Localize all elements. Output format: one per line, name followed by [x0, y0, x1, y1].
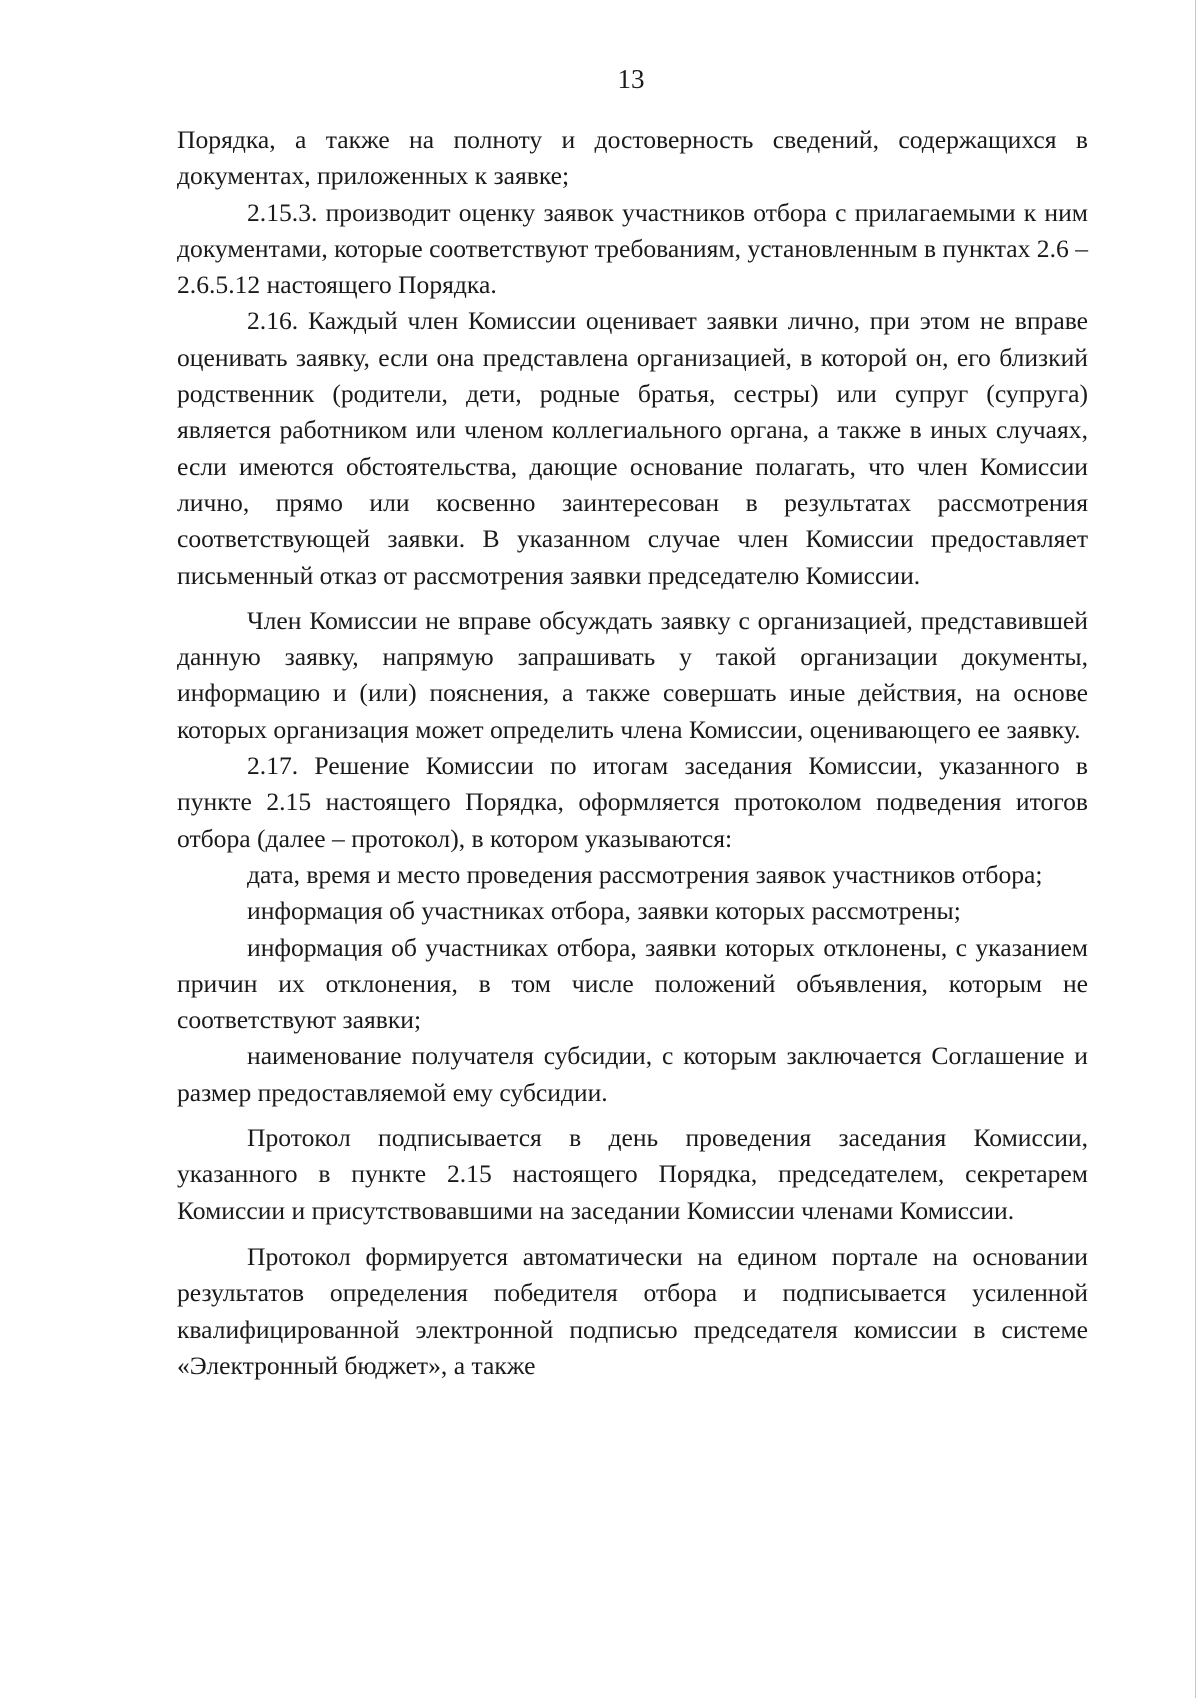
paragraph-2-16: 2.16. Каждый член Комиссии оценивает заявки лично, при этом не вправе оценивать заявку, если она представлена организацией, в которой он, его близкий родственник (родители, дети, родные братья, сестры) или супруг (супруга) является работником или членом коллегиального органа, а также в иных случаях, если имеются обстоятельства, дающие основание полагать, что член Комиссии лично, прямо или косвенно заинтересован в результатах рассмотрения соответствующей заявки. В указанном случае член Комиссии предоставляет письменный отказ от рассмотрения заявки председателю Комиссии.: [177, 306, 1088, 590]
scan-edge-line: [1195, 0, 1196, 1698]
list-item-date-time-place: дата, время и место проведения рассмотрения заявок участников отбора;: [247, 859, 1043, 889]
paragraph-2-17: 2.17. Решение Комиссии по итогам заседания Комиссии, указанного в пункте 2.15 настоящего Порядка, оформляется протоколом подведения итогов отбора (далее – протокол), в котором указываются:: [177, 751, 1088, 853]
paragraph-protocol-signing: Протокол подписывается в день проведения заседания Комиссии, указанного в пункте 2.15 настоящего Порядка, председателем, секретарем Комиссии и присутствовавшими на заседании Комиссии членами Комиссии.: [177, 1123, 1088, 1225]
paragraph-member-restrictions: Член Комиссии не вправе обсуждать заявку с организацией, представившей данную заявку, напрямую запрашивать у такой организации документы, информацию и (или) пояснения, а также совершать иные действия, на основе которых организация может определить члена Комиссии, оценивающего ее заявку.: [177, 605, 1088, 744]
list-item-subsidy-recipient: наименование получателя субсидии, с которым заключается Соглашение и размер предоставляемой ему субсидии.: [177, 1041, 1088, 1107]
list-item-reviewed-participants: информация об участниках отбора, заявки которых рассмотрены;: [247, 896, 961, 926]
paragraph-continuation: Порядка, а также на полноту и достоверность сведений, содержащихся в документах, приложенных к заявке;: [177, 125, 1088, 191]
paragraph-2-15-3: 2.15.3. производит оценку заявок участников отбора с прилагаемыми к ним документами, которые соответствуют требованиям, установленным в пунктах 2.6 – 2.6.5.12 настоящего Порядка.: [177, 197, 1088, 300]
document-body: [177, 122, 1088, 1384]
list-item-rejected-participants: информация об участниках отбора, заявки которых отклонены, с указанием причин их отклонения, в том числе положений объявления, которым не соответствуют заявки;: [177, 932, 1088, 1035]
page-number: 13: [617, 64, 645, 94]
paragraph-protocol-generation: Протокол формируется автоматически на едином портале на основании результатов определения победителя отбора и подписывается усиленной квалифицированной электронной подписью председателя комиссии в системе «Электронный бюджет», а также: [177, 1241, 1088, 1380]
